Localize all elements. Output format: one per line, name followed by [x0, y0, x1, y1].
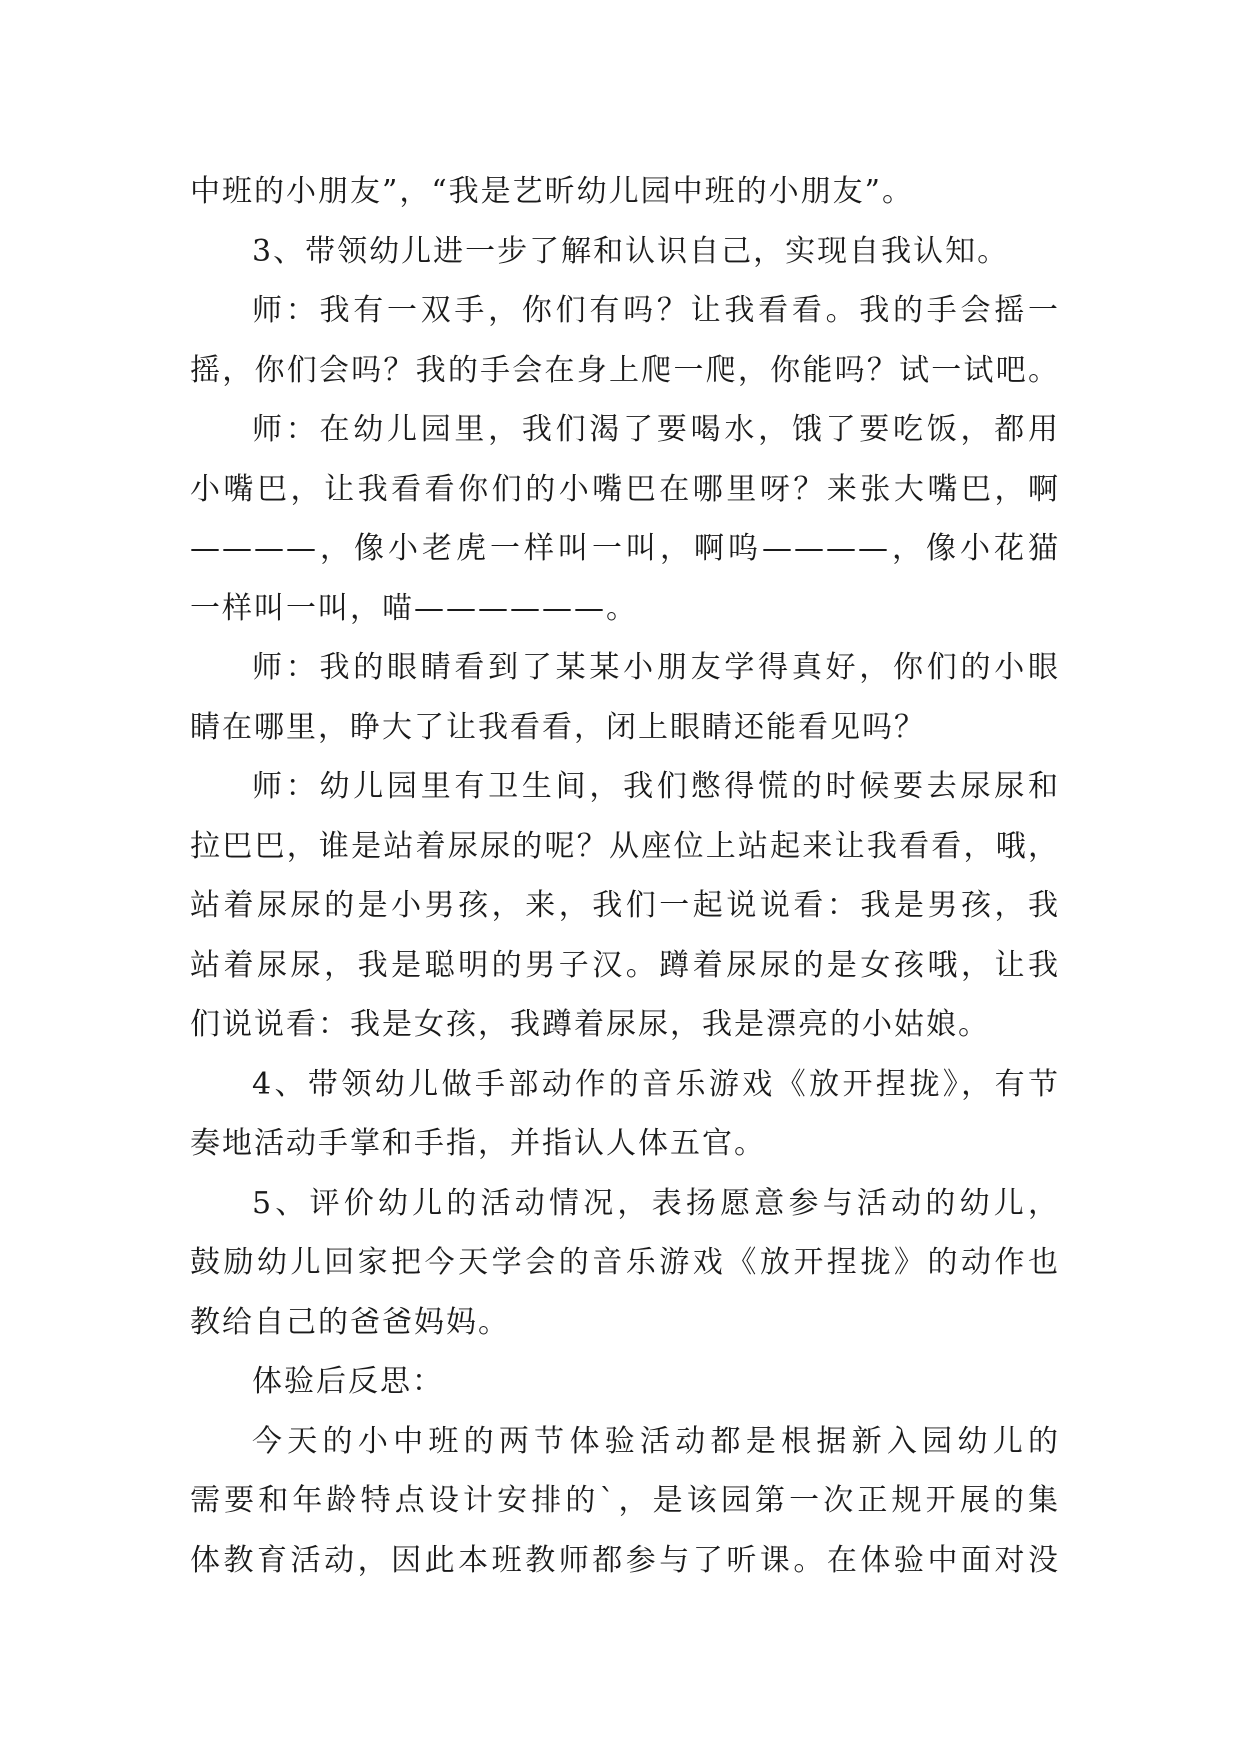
text-line: 需要和年龄特点设计安排的`，是该园第一次正规开展的集 — [190, 1483, 1060, 1518]
text-line: 今天的小中班的两节体验活动都是根据新入园幼儿的 — [252, 1423, 1060, 1459]
section-heading: 体验后反思： — [252, 1364, 444, 1399]
text-line: 师：我的眼睛看到了某某小朋友学得真好，你们的小眼 — [252, 650, 1060, 685]
text-line: 奏地活动手掌和手指，并指认人体五官。 — [190, 1126, 766, 1161]
text-line: 摇，你们会吗？我的手会在身上爬一爬，你能吗？试一试吧。 — [190, 352, 1060, 388]
text-line: 5、评价幼儿的活动情况，表扬愿意参与活动的幼儿， — [252, 1185, 1060, 1221]
text-line: 3、带领幼儿进一步了解和认识自己，实现自我认知。 — [252, 233, 1010, 269]
text-line: 拉巴巴，谁是站着尿尿的呢？从座位上站起来让我看看，哦， — [190, 828, 1060, 864]
text-line: 小嘴巴，让我看看你们的小嘴巴在哪里呀？来张大嘴巴，啊 — [190, 471, 1060, 507]
text-line: 体教育活动，因此本班教师都参与了听课。在体验中面对没 — [190, 1542, 1060, 1578]
text-line: 站着尿尿的是小男孩，来，我们一起说说看：我是男孩，我 — [190, 888, 1060, 923]
text-line: ————，像小老虎一样叫一叫，啊呜————，像小花猫 — [190, 531, 1060, 566]
text-line: 教给自己的爸爸妈妈。 — [190, 1304, 510, 1340]
text-line: 睛在哪里，睁大了让我看看，闭上眼睛还能看见吗？ — [190, 709, 926, 745]
text-line: 站着尿尿，我是聪明的男子汉。蹲着尿尿的是女孩哦，让我 — [190, 947, 1060, 983]
text-line: 4、带领幼儿做手部动作的音乐游戏《放开捏拢》，有节 — [252, 1066, 1060, 1102]
text-line: 师：在幼儿园里，我们渴了要喝水，饿了要吃饭，都用 — [252, 412, 1060, 447]
document-body — [190, 162, 1060, 1590]
text-line: 师：我有一双手，你们有吗？让我看看。我的手会摇一 — [252, 293, 1060, 328]
text-line: 们说说看：我是女孩，我蹲着尿尿，我是漂亮的小姑娘。 — [190, 1007, 990, 1042]
text-line: 中班的小朋友”，“我是艺昕幼儿园中班的小朋友”。 — [190, 174, 915, 209]
text-line: 鼓励幼儿回家把今天学会的音乐游戏《放开捏拢》的动作也 — [190, 1245, 1060, 1280]
text-line: 师：幼儿园里有卫生间，我们憋得慌的时候要去尿尿和 — [252, 769, 1060, 804]
text-line: 一样叫一叫，喵——————。 — [190, 590, 638, 626]
